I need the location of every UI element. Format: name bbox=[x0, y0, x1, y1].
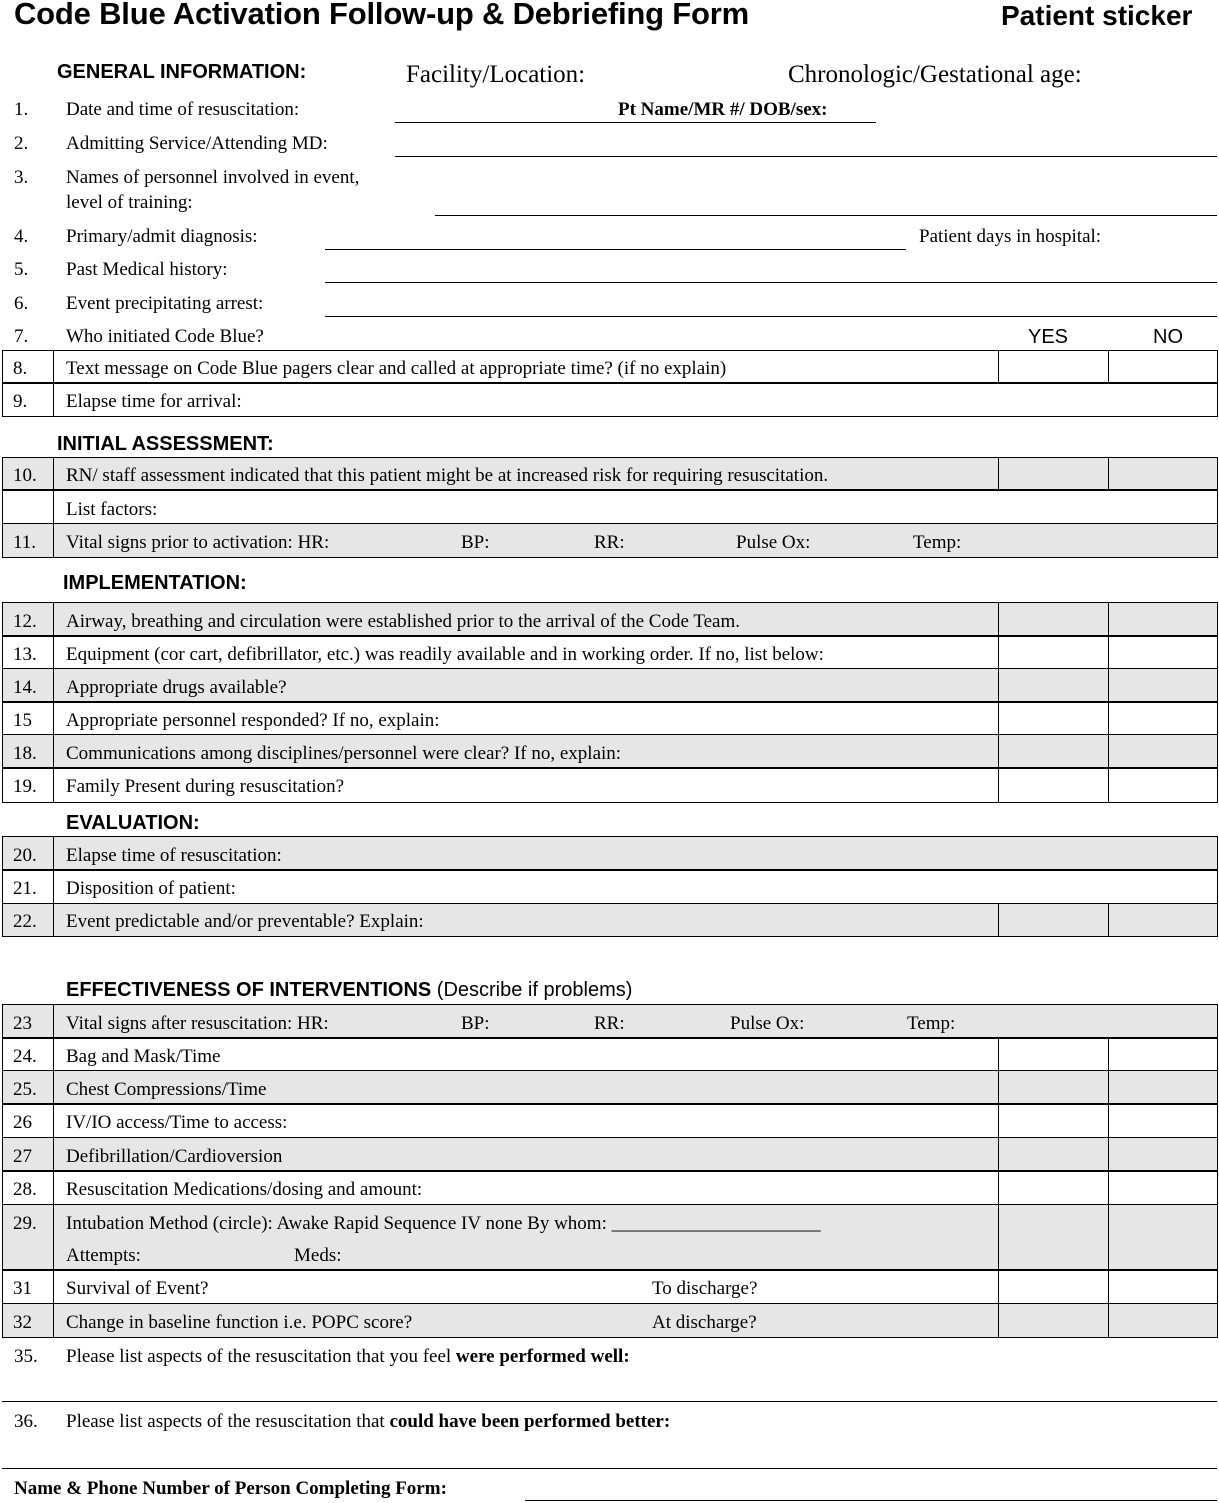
table-row: 11. Vital signs prior to activation: HR: BP: RR: Pulse Ox: Temp: bbox=[2, 523, 1218, 558]
yes-checkbox[interactable] bbox=[998, 1071, 1109, 1104]
yes-checkbox[interactable] bbox=[998, 1304, 1109, 1337]
yes-checkbox[interactable] bbox=[998, 636, 1109, 669]
past-medical-label: Past Medical history: bbox=[66, 259, 228, 280]
at-discharge-label: At discharge? bbox=[652, 1312, 757, 1333]
to-discharge-label: To discharge? bbox=[652, 1278, 758, 1299]
performed-better-label: Please list aspects of the resuscitation that could have been performed better: bbox=[66, 1411, 671, 1432]
item-number: 2. bbox=[14, 133, 29, 154]
no-checkbox[interactable] bbox=[1109, 702, 1217, 735]
no-checkbox[interactable] bbox=[1109, 768, 1217, 802]
item-number: 3. bbox=[14, 167, 29, 188]
table-row: 32 Change in baseline function i.e. POPC score? At discharge? bbox=[2, 1303, 1218, 1338]
no-checkbox[interactable] bbox=[1109, 735, 1217, 768]
attempts-label: Attempts: bbox=[66, 1245, 141, 1266]
table-row: 10. RN/ staff assessment indicated that this patient might be at increased risk for requiring resuscitation. bbox=[2, 457, 1218, 491]
row-text: Text message on Code Blue pagers clear and called at appropriate time? (if no explain) bbox=[66, 358, 727, 379]
table-row: 28. Resuscitation Medications/dosing and amount: bbox=[2, 1170, 1218, 1206]
no-checkbox[interactable] bbox=[1109, 458, 1217, 490]
table-row: 23 Vital signs after resuscitation: HR: BP: RR: Pulse Ox: Temp: bbox=[2, 1004, 1218, 1039]
performed-well-field[interactable] bbox=[2, 1401, 1217, 1402]
table-row: 8. Text message on Code Blue pagers clear and called at appropriate time? (if no explain) bbox=[2, 350, 1218, 384]
no-checkbox[interactable] bbox=[1109, 603, 1217, 636]
temp-label: Temp: bbox=[907, 1013, 956, 1034]
yes-checkbox[interactable] bbox=[998, 768, 1109, 802]
row-text[interactable]: Elapse time for arrival: bbox=[66, 391, 242, 412]
facility-location-label: Facility/Location: bbox=[406, 61, 586, 88]
row-text: Event predictable and/or preventable? Explain: bbox=[66, 911, 424, 932]
yes-checkbox[interactable] bbox=[998, 1104, 1109, 1138]
table-row: 19. Family Present during resuscitation? bbox=[2, 767, 1218, 803]
table-row: 15 Appropriate personnel responded? If no, explain: bbox=[2, 701, 1218, 736]
implementation-header: IMPLEMENTATION: bbox=[63, 572, 247, 594]
table-row: 9. Elapse time for arrival: bbox=[2, 382, 1218, 417]
admitting-service-label: Admitting Service/Attending MD: bbox=[66, 133, 328, 154]
table-row: 27 Defibrillation/Cardioversion bbox=[2, 1137, 1218, 1172]
no-checkbox[interactable] bbox=[1109, 1071, 1217, 1104]
no-column-header: NO bbox=[1153, 326, 1183, 348]
name-phone-label: Name & Phone Number of Person Completing Form: bbox=[14, 1478, 447, 1499]
yes-checkbox[interactable] bbox=[998, 1138, 1109, 1171]
no-checkbox[interactable] bbox=[1109, 904, 1217, 936]
no-checkbox[interactable] bbox=[1109, 636, 1217, 669]
row-text: Equipment (cor cart, defibrillator, etc.) was readily available and in working order. If no, list below: bbox=[66, 644, 824, 665]
table-row: 24. Bag and Mask/Time bbox=[2, 1037, 1218, 1072]
page-title: Code Blue Activation Follow-up & Debriefing Form bbox=[14, 0, 749, 31]
yes-checkbox[interactable] bbox=[998, 904, 1109, 936]
row-text: Appropriate drugs available? bbox=[66, 677, 287, 698]
personnel-label: Names of personnel involved in event, bbox=[66, 167, 360, 188]
row-text: Chest Compressions/Time bbox=[66, 1079, 267, 1100]
row-text: IV/IO access/Time to access: bbox=[66, 1112, 288, 1133]
item-number: 36. bbox=[14, 1411, 38, 1432]
yes-checkbox[interactable] bbox=[998, 735, 1109, 768]
bp-label: BP: bbox=[461, 1013, 490, 1034]
table-row: 31 Survival of Event? To discharge? bbox=[2, 1269, 1218, 1305]
table-row: 26 IV/IO access/Time to access: bbox=[2, 1103, 1218, 1139]
yes-checkbox[interactable] bbox=[998, 669, 1109, 702]
row-text: Vital signs prior to activation: HR: bbox=[66, 532, 330, 553]
table-row bbox=[2, 489, 1218, 525]
row-text: Communications among disciplines/personnel were clear? If no, explain: bbox=[66, 743, 622, 764]
pt-name-label: Pt Name/MR #/ DOB/sex: bbox=[618, 99, 828, 120]
row-text: Change in baseline function i.e. POPC score? bbox=[66, 1312, 413, 1333]
event-precipitating-field[interactable] bbox=[325, 316, 1217, 317]
personnel-field[interactable] bbox=[435, 215, 1217, 216]
name-phone-field[interactable] bbox=[525, 1500, 1217, 1501]
table-row: 14. Appropriate drugs available? bbox=[2, 668, 1218, 703]
row-text: Intubation Method (circle): Awake Rapid Sequence IV none By whom: ______________________ bbox=[66, 1213, 821, 1234]
row-text: Airway, breathing and circulation were established prior to the arrival of the Code Team. bbox=[66, 611, 740, 632]
diagnosis-field[interactable] bbox=[325, 249, 906, 250]
table-row: 18. Communications among disciplines/personnel were clear? If no, explain: bbox=[2, 734, 1218, 769]
no-checkbox[interactable] bbox=[1109, 1104, 1217, 1138]
row-text[interactable]: Elapse time of resuscitation: bbox=[66, 845, 282, 866]
row-text: Survival of Event? bbox=[66, 1278, 209, 1299]
diagnosis-label: Primary/admit diagnosis: bbox=[66, 226, 258, 247]
table-row: 12. Airway, breathing and circulation were established prior to the arrival of the Code Team. bbox=[2, 602, 1218, 637]
meds-label: Meds: bbox=[294, 1245, 342, 1266]
row-text: Appropriate personnel responded? If no, explain: bbox=[66, 710, 440, 731]
row-text: Family Present during resuscitation? bbox=[66, 776, 345, 797]
no-checkbox[interactable] bbox=[1109, 1304, 1217, 1337]
evaluation-header: EVALUATION: bbox=[66, 812, 200, 834]
item-number: 6. bbox=[14, 293, 29, 314]
yes-checkbox[interactable] bbox=[998, 1171, 1109, 1205]
date-time-field[interactable] bbox=[395, 122, 876, 123]
no-checkbox[interactable] bbox=[1109, 1270, 1217, 1304]
row-text: RN/ staff assessment indicated that this patient might be at increased risk for requiring resuscitation. bbox=[66, 465, 829, 486]
item-number: 4. bbox=[14, 226, 29, 247]
no-checkbox[interactable] bbox=[1109, 1038, 1217, 1071]
no-checkbox[interactable] bbox=[1109, 1171, 1217, 1205]
effectiveness-header: EFFECTIVENESS OF INTERVENTIONS (Describe if problems) bbox=[66, 979, 633, 1001]
table-row: 20. Elapse time of resuscitation: bbox=[2, 836, 1218, 871]
personnel-label-2: level of training: bbox=[66, 192, 193, 213]
row-text: Vital signs after resuscitation: HR: bbox=[66, 1013, 329, 1034]
yes-checkbox[interactable] bbox=[998, 458, 1109, 490]
table-row: 22. Event predictable and/or preventable? Explain: bbox=[2, 903, 1218, 937]
yes-checkbox[interactable] bbox=[998, 702, 1109, 735]
item-number: 35. bbox=[14, 1346, 38, 1367]
row-text[interactable]: Disposition of patient: bbox=[66, 878, 236, 899]
temp-label: Temp: bbox=[913, 532, 962, 553]
item-number: 1. bbox=[14, 99, 29, 120]
bp-label: BP: bbox=[461, 532, 490, 553]
general-info-header: GENERAL INFORMATION: bbox=[57, 61, 307, 83]
performed-well-label: Please list aspects of the resuscitation that you feel were performed well: bbox=[66, 1346, 630, 1367]
patient-days-label: Patient days in hospital: bbox=[919, 226, 1102, 247]
row-text: Bag and Mask/Time bbox=[66, 1046, 221, 1067]
rr-label: RR: bbox=[594, 1013, 625, 1034]
who-initiated-label: Who initiated Code Blue? bbox=[66, 326, 264, 347]
no-checkbox[interactable] bbox=[1109, 1205, 1217, 1270]
table-row: 29. Intubation Method (circle): Awake Rapid Sequence IV none By whom: ______________________ Attempts: Meds: bbox=[2, 1204, 1218, 1271]
yes-checkbox[interactable] bbox=[998, 603, 1109, 636]
row-text: Resuscitation Medications/dosing and amount: bbox=[66, 1179, 423, 1200]
initial-assessment-header: INITIAL ASSESSMENT: bbox=[57, 433, 274, 455]
pulse-ox-label: Pulse Ox: bbox=[736, 532, 811, 553]
table-row: 25. Chest Compressions/Time bbox=[2, 1070, 1218, 1105]
event-precipitating-label: Event precipitating arrest: bbox=[66, 293, 264, 314]
yes-checkbox[interactable] bbox=[998, 1270, 1109, 1304]
past-medical-field[interactable] bbox=[325, 282, 1217, 283]
no-checkbox[interactable] bbox=[1109, 669, 1217, 702]
patient-sticker-label: Patient sticker bbox=[1001, 0, 1193, 31]
row-text[interactable]: List factors: bbox=[66, 499, 158, 520]
table-row: 13. Equipment (cor cart, defibrillator, etc.) was readily available and in working order. If no, list below: bbox=[2, 635, 1218, 670]
no-checkbox[interactable] bbox=[1109, 1138, 1217, 1171]
yes-checkbox[interactable] bbox=[998, 1038, 1109, 1071]
item-number: 5. bbox=[14, 259, 29, 280]
chrono-age-label: Chronologic/Gestational age: bbox=[788, 61, 1082, 88]
admitting-service-field[interactable] bbox=[395, 156, 1217, 157]
date-time-label: Date and time of resuscitation: bbox=[66, 99, 300, 120]
yes-column-header: YES bbox=[1028, 326, 1069, 348]
pulse-ox-label: Pulse Ox: bbox=[730, 1013, 805, 1034]
row-text: Defibrillation/Cardioversion bbox=[66, 1146, 283, 1167]
yes-checkbox[interactable] bbox=[998, 1205, 1109, 1270]
performed-better-field[interactable] bbox=[2, 1468, 1217, 1469]
no-checkbox[interactable] bbox=[1109, 351, 1217, 383]
item-number: 7. bbox=[14, 326, 29, 347]
rr-label: RR: bbox=[594, 532, 625, 553]
yes-checkbox[interactable] bbox=[998, 351, 1109, 383]
table-row: 21. Disposition of patient: bbox=[2, 869, 1218, 905]
